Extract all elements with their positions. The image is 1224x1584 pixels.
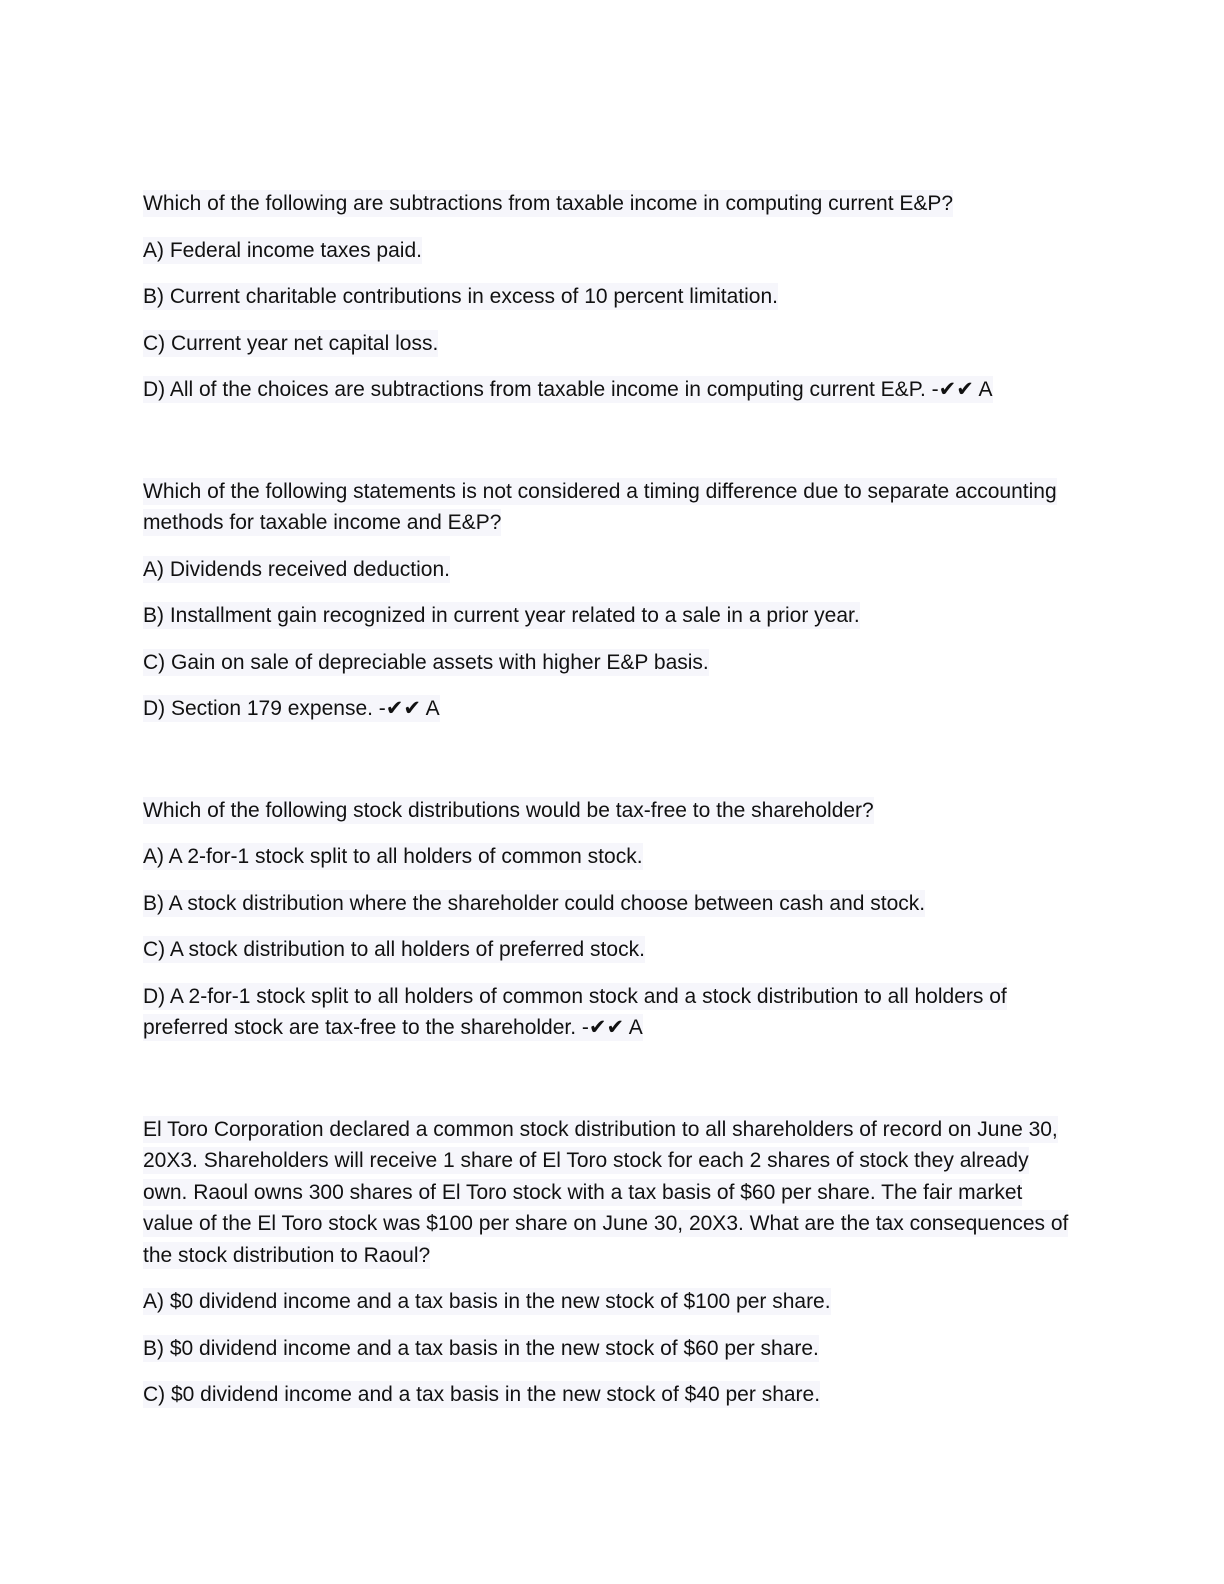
option-text: C) A stock distribution to all holders of preferred stock. bbox=[143, 938, 645, 961]
question-text: Which of the following are subtractions from taxable income in computing current E&P? bbox=[143, 192, 954, 215]
answer-option bbox=[143, 600, 1073, 632]
option-text: C) Gain on sale of depreciable assets with higher E&P basis. bbox=[143, 650, 709, 674]
answer-option bbox=[143, 374, 1073, 406]
question-stem bbox=[143, 188, 1073, 220]
question-stem bbox=[143, 476, 1073, 539]
question-stem bbox=[143, 1114, 1073, 1272]
option-text: A) Federal income taxes paid. bbox=[143, 238, 422, 262]
option-text: A) A 2-for-1 stock split to all holders of common stock. bbox=[143, 845, 643, 868]
answer-option bbox=[143, 235, 1073, 267]
option-text: C) Current year net capital loss. bbox=[143, 331, 439, 355]
answer-option bbox=[143, 1333, 1073, 1365]
option-text: C) $0 dividend income and a tax basis in the new stock of $40 per share. bbox=[143, 1383, 821, 1406]
option-text: B) $0 dividend income and a tax basis in the new stock of $60 per share. bbox=[143, 1336, 819, 1360]
answer-option bbox=[143, 934, 1073, 966]
answer-option bbox=[143, 981, 1073, 1044]
option-text: D) All of the choices are subtractions from taxable income in computing current E&P. -✔✔ A bbox=[143, 378, 993, 401]
answer-option bbox=[143, 841, 1073, 873]
question-4 bbox=[143, 1114, 1073, 1411]
option-text: B) Current charitable contributions in excess of 10 percent limitation. bbox=[143, 285, 778, 308]
answer-option bbox=[143, 693, 1073, 725]
question-1 bbox=[143, 188, 1073, 406]
question-text: Which of the following statements is not considered a timing difference due to separate accounting methods for taxable income and E&P? bbox=[143, 479, 1057, 534]
question-text: El Toro Corporation declared a common stock distribution to all shareholders of record on June 30, 20X3. Shareholders will receive 1 share of El Toro stock for each 2 shares of stock they already own. Raoul owns 300 shares of El Toro stock with a tax basis of $60 per share. The fair market value of the El Toro stock was $100 per share on June 30, 20X3. What are the tax consequences of the stock distribution to Raoul? bbox=[143, 1117, 1069, 1267]
option-text: A) Dividends received deduction. bbox=[143, 557, 451, 581]
answer-option bbox=[143, 281, 1073, 313]
question-2 bbox=[143, 476, 1073, 725]
option-text: B) A stock distribution where the shareholder could choose between cash and stock. bbox=[143, 891, 926, 915]
question-text: Which of the following stock distributions would be tax-free to the shareholder? bbox=[143, 798, 874, 822]
document-page bbox=[143, 188, 1073, 1481]
option-text: D) A 2-for-1 stock split to all holders of common stock and a stock distribution to all holders of preferred stock are tax-free to the shareholder. -✔✔ A bbox=[143, 984, 1007, 1039]
question-stem bbox=[143, 795, 1073, 827]
answer-option bbox=[143, 647, 1073, 679]
option-text: B) Installment gain recognized in current year related to a sale in a prior year. bbox=[143, 604, 860, 627]
answer-option bbox=[143, 328, 1073, 360]
question-3 bbox=[143, 795, 1073, 1044]
answer-option bbox=[143, 1286, 1073, 1318]
option-text: D) Section 179 expense. -✔✔ A bbox=[143, 697, 440, 720]
answer-option bbox=[143, 888, 1073, 920]
answer-option bbox=[143, 554, 1073, 586]
option-text: A) $0 dividend income and a tax basis in the new stock of $100 per share. bbox=[143, 1290, 831, 1313]
answer-option bbox=[143, 1379, 1073, 1411]
